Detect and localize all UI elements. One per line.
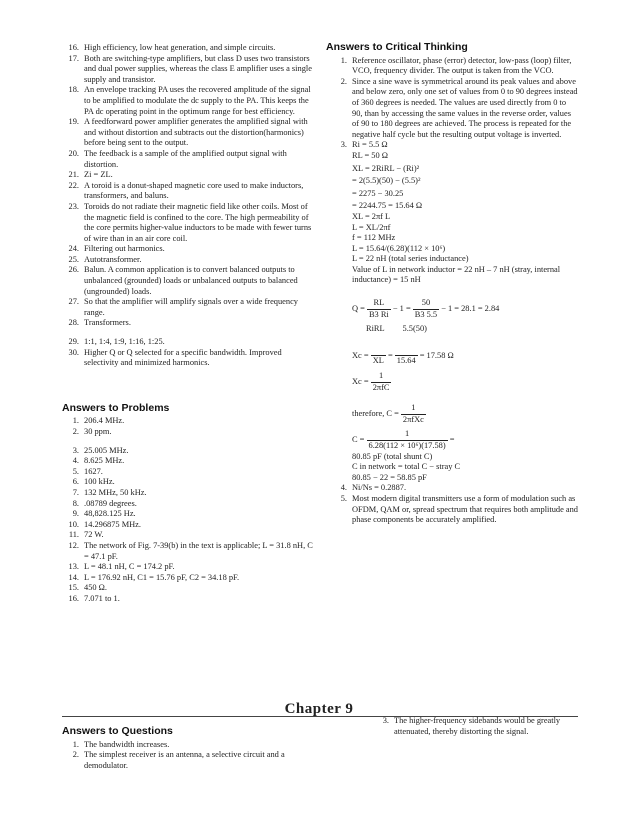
item-text: L = 176.92 nH, C1 = 15.76 pF, C2 = 34.18 pF. <box>84 572 240 582</box>
item-text: Higher Q or Q selected for a specific bandwidth. Improved selectivity and minimized harmonics. <box>84 347 282 368</box>
list-item <box>62 520 317 531</box>
item-number: 17. <box>68 53 79 63</box>
item-text: Autotransformer. <box>84 254 142 264</box>
right-column <box>326 41 578 526</box>
list-item <box>62 594 317 605</box>
item-number: 27. <box>68 297 79 307</box>
ct3-math <box>352 140 578 483</box>
item-number: 1. <box>72 739 79 749</box>
c-equation: C = $\frac{1}{\text{6.28(112 × 10⁶)(17.58)}}$ = <box>352 429 455 450</box>
item-text: L = 48.1 nH, C = 174.2 pF. <box>84 562 175 572</box>
item-number: 21. <box>68 170 79 180</box>
questions-list-continued <box>62 43 317 369</box>
list-item <box>62 318 317 329</box>
item-number: 1. <box>72 416 79 426</box>
list-item <box>62 244 317 255</box>
list-item <box>62 85 317 117</box>
item-text: High efficiency, low heat generation, and simple circuits. <box>84 43 276 52</box>
item-number: 14. <box>68 572 79 582</box>
fraction: $\frac{1}{\text{6.28(112 × 10⁶)(17.58)}}$ <box>368 429 446 450</box>
item-number: 11. <box>68 530 79 540</box>
list-item <box>62 202 317 244</box>
list-item <box>62 348 317 369</box>
list-item <box>62 477 317 488</box>
list-item <box>62 43 317 54</box>
list-item <box>62 562 317 573</box>
problems-heading: Answers to Problems <box>62 401 170 414</box>
critical-thinking-heading: Answers to Critical Thinking <box>326 41 468 53</box>
questions-heading: Answers to Questions <box>62 725 173 737</box>
item-text: A feedforward power amplifier generates the amplified signal with and without distortion and subtracts out the distortion(harmonics) before being sent to the output. <box>84 117 308 148</box>
item-text: Toroids do not radiate their magnetic field like other coils. Most of the magnetic field is confined to the core. The high permeability of the core permits higher-value inductors to be made with fewer turns of wire than in an air core coil. <box>84 201 312 243</box>
list-item <box>62 573 317 584</box>
item-text: 100 kHz. <box>84 477 115 487</box>
list-item <box>62 488 317 499</box>
item-number: 22. <box>68 180 79 190</box>
math-line: C in network = total C − stray C <box>352 462 461 472</box>
list-item <box>62 446 317 457</box>
item-text: So that the amplifier will amplify signals over a wide frequency range. <box>84 297 298 317</box>
item-number: 26. <box>68 265 79 275</box>
fraction: $\frac{1}{\text{2πfC}}$ <box>372 371 390 392</box>
item-number: 12. <box>68 540 79 550</box>
list-item <box>62 255 317 266</box>
ct-item-1: 1. Reference oscillator, phase (error) detector, low-pass (loop) filter, VCO, frequency divider. The output is taken from the VCO. <box>340 55 572 76</box>
item-text: The bandwidth increases. <box>84 739 170 749</box>
math-line: RL = 50 Ω <box>352 150 388 160</box>
item-number: 30. <box>68 347 79 357</box>
math-line: f = 112 MHz <box>352 233 396 243</box>
spacer <box>62 329 317 337</box>
item-number: 15. <box>68 583 79 593</box>
ct-item-5: 5. Most modern digital transmitters use a form of modulation such as OFDM, QAM or, spread spectrum that requires both amplitude and phase components be accurately amplified. <box>340 493 578 525</box>
xc2-equation: Xc = $\frac{1}{\text{2πfC}}$ <box>352 371 390 392</box>
item-number: 4. <box>72 456 79 466</box>
math-line: XL = 2RiRL − (Ri)² <box>352 163 420 173</box>
item-number: 10. <box>68 519 79 529</box>
ct-item-4: 4. Ni/Ns = 0.2887. <box>340 483 407 493</box>
therefore-equation: therefore, C = $\frac{1}{\text{2πfXc}}$ <box>352 403 424 424</box>
item-text: 7.071 to 1. <box>84 593 120 603</box>
item-text: 132 MHz, 50 kHz. <box>84 487 147 497</box>
item-text: 8.625 MHz. <box>84 456 125 466</box>
chapter9-right <box>372 716 582 737</box>
list-item <box>62 297 317 318</box>
item-number: 24. <box>68 244 79 254</box>
fraction: XL <box>371 345 386 367</box>
fraction: 15.64 <box>395 345 418 367</box>
list-item <box>62 583 317 594</box>
list-item <box>62 541 317 562</box>
item-number: 19. <box>68 117 79 127</box>
math-line: Value of L in network inductor = 22 nH – 7 nH (stray, internal inductance) = 15 nH <box>352 264 561 285</box>
list-item <box>62 337 317 348</box>
list-item <box>62 509 317 520</box>
item-text: 30 ppm. <box>84 427 112 436</box>
item-number: 13. <box>68 562 79 572</box>
item-number: 20. <box>68 148 79 158</box>
math-line: = 2(5.5)(50) − (5.5)² <box>352 176 421 186</box>
chapter9-left <box>62 726 322 771</box>
item-text: The simplest receiver is an antenna, a selective circuit and a demodulator. <box>84 750 285 770</box>
list-item <box>62 467 317 478</box>
item-text: .08789 degrees. <box>84 498 137 508</box>
xc-equation: Xc = XL = 15.64 = 17.58 Ω <box>352 345 578 367</box>
item-text: An envelope tracking PA uses the recovered amplitude of the signal to be amplified to modulate the dc supply to the PA. This keeps the PA dc operating point in the optimum range for best efficiency. <box>84 85 311 116</box>
item-text: Filtering out harmonics. <box>84 244 165 254</box>
item-text: 48,828.125 Hz. <box>84 509 136 519</box>
item-text: 206.4 MHz. <box>84 416 125 426</box>
item-number: 28. <box>68 318 79 328</box>
item-text: A toroid is a donut-shaped magnetic core used to make inductors, transformers, and baluns. <box>84 180 304 201</box>
item-text: 1:1, 1:4, 1:9, 1:16, 1:25. <box>84 337 165 347</box>
math-line: 80.85 − 22 = 58.85 pF <box>352 472 427 482</box>
item-text: Balun. A common application is to convert balanced outputs to unbalanced (grounded) loads or unbalanced outputs to balanced (ungrounded) loads. <box>84 265 298 296</box>
item-text: 14.296875 MHz. <box>84 519 141 529</box>
math-line: L = 22 nH (total series inductance) <box>352 254 469 264</box>
math-line: Ri = 5.5 Ω <box>352 140 388 150</box>
math-line: 80.85 pF (total shunt C) <box>352 451 433 461</box>
spacer <box>62 438 317 446</box>
math-line: L = 15.64/(6.28)(112 × 10⁶) <box>352 243 446 253</box>
ct-item-3: 3. Ri = 5.5 Ω RL = 50 Ω XL = 2RiRL − (Ri)² = 2(5.5)(50) − (5.5)² = 2275 − 30.25 = 2244.75 = 15.64 Ω XL = 2πf L L = XL/2πf f = 112 MHz L = 15.64/(6.28)(112 × 10⁶) L = 22 nH (total series inductance) Value of L in network inductor = 22 nH – 7 nH (stray, internal inductance) = 15 nH Q = $\frac{RL}{B3 Ri}$ − 1 = $\frac{50}{B3 5.5}$ − 1 = 28.1 = 2.84 RiRL 5.5(50) Xc = XL = 15.64 = 17.58 Ω Xc = $\frac{1}{\text{2πfC}}$ therefore, C = $\frac{1}{\text{2πfXc}}$ C = $\frac{1}{\text{6.28(112 × 10⁶)(17.58)}}$ = 80.85 pF (total shunt C) C in network = total C − stray C 80.85 − 22 = 58.85 pF <box>330 140 578 483</box>
list-item <box>62 149 317 170</box>
item-number: 6. <box>72 477 79 487</box>
item-text: Both are switching-type amplifiers, but class D uses two transistors and dual power supplies, whereas the class E amplifier uses a single supply and transistor. <box>84 53 312 84</box>
list-item <box>62 499 317 510</box>
list-item <box>62 740 322 751</box>
item-text: 1627. <box>84 466 103 476</box>
list-item <box>62 117 317 149</box>
item-number: 18. <box>68 85 79 95</box>
item-number: 7. <box>72 487 79 497</box>
list-item <box>62 456 317 467</box>
item-text: The feedback is a sample of the amplified output signal with distortion. <box>84 148 287 169</box>
fraction: $\frac{RL}{B3 Ri}$ <box>368 298 389 319</box>
chapter9-questions <box>62 740 322 772</box>
left-column <box>62 43 317 605</box>
item-number: 23. <box>68 201 79 211</box>
item-number: 3. <box>72 445 79 455</box>
item-number: 25. <box>68 254 79 264</box>
math-line: XL = 2πf L <box>352 211 391 221</box>
item-number: 5. <box>72 466 79 476</box>
q-sub-line: RiRL 5.5(50) <box>366 324 427 334</box>
item-text: 25.005 MHz. <box>84 445 129 455</box>
spacer <box>62 369 317 403</box>
fraction: $\frac{50}{B3 5.5}$ <box>414 298 438 319</box>
item-number: 2. <box>72 427 79 436</box>
list-item <box>62 427 317 438</box>
item-text: Zi = ZL. <box>84 170 113 180</box>
item-number: 29. <box>68 337 79 347</box>
list-item <box>62 530 317 541</box>
item-text: 450 Ω. <box>84 583 107 593</box>
math-line: = 2275 − 30.25 <box>352 188 404 198</box>
ct-item-2: 2. Since a sine wave is symmetrical around its peak values and above and below zero, only one set of values from 0 to 90 degrees instead of 360 degrees is needed. The values are used directly from 0 to 90, than by accessing the same values in the reverse order, values of 90 to 180 degrees are achieved. The process is repeated for the negative half cycle but the resulting output voltage is inverted. <box>340 76 578 139</box>
item-number: 9. <box>72 509 79 519</box>
ch9-item-3: 3. The higher-frequency sidebands would be greatly attenuated, thereby distorting the signal. <box>382 716 561 736</box>
list-item <box>62 750 322 771</box>
list-item <box>62 265 317 297</box>
item-number: 16. <box>68 593 79 603</box>
math-line: = 2244.75 = 15.64 Ω <box>352 201 423 211</box>
list-item <box>62 181 317 202</box>
item-text: 72 W. <box>84 530 104 540</box>
item-number: 16. <box>68 43 79 52</box>
list-item <box>62 170 317 181</box>
list-item <box>62 416 317 427</box>
item-text: The network of Fig. 7-39(b) in the text is applicable; L = 31.8 nH, C = 47.1 pF. <box>84 540 313 561</box>
list-item <box>62 54 317 86</box>
q-equation: Q = $\frac{RL}{B3 Ri}$ − 1 = $\frac{50}{B3 5.5}$ − 1 = 28.1 = 2.84 <box>352 298 500 319</box>
item-text: Transformers. <box>84 318 131 328</box>
item-number: 8. <box>72 498 79 508</box>
item-number: 2. <box>72 750 79 760</box>
problems-list <box>62 416 317 604</box>
math-line: L = XL/2πf <box>352 222 391 232</box>
fraction: $\frac{1}{\text{2πfXc}}$ <box>402 403 424 424</box>
chapter-title: Chapter 9 <box>284 701 354 717</box>
